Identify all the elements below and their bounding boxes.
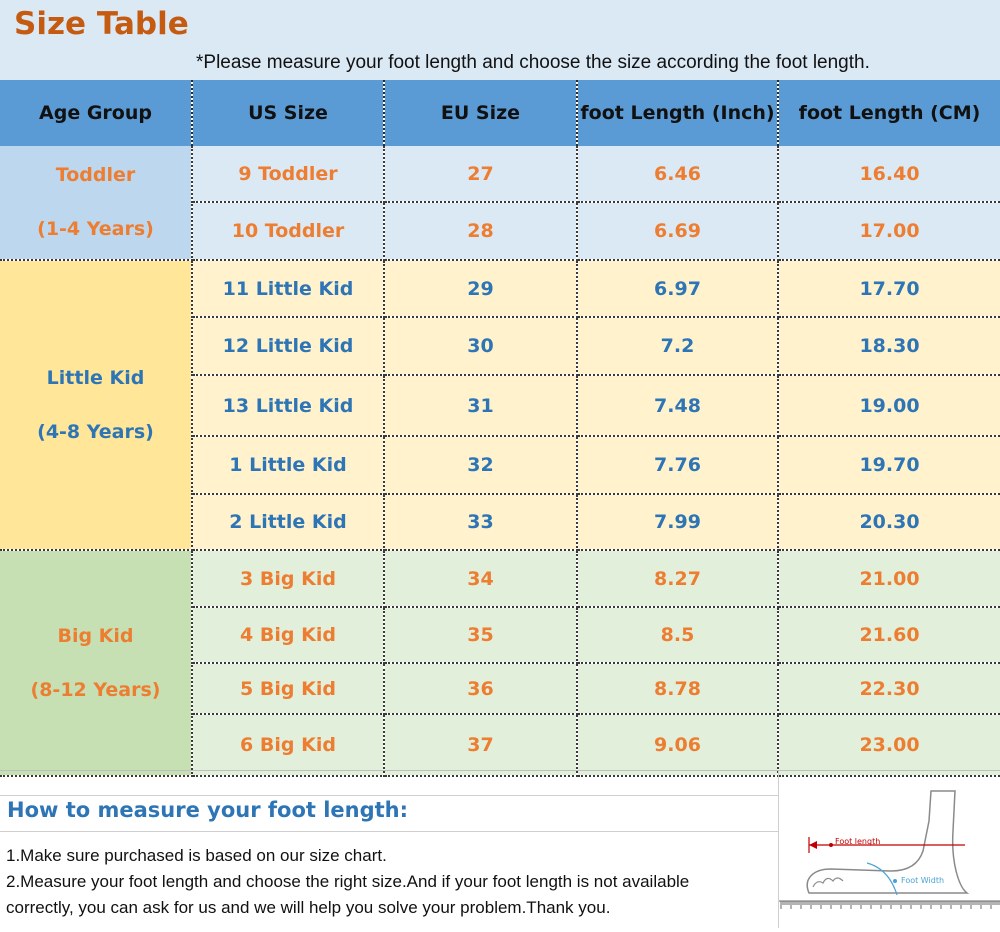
title-bar xyxy=(0,0,1000,80)
age-group-range: (1-4 Years) xyxy=(37,218,154,240)
cm-cell: 23.00 xyxy=(778,714,1000,776)
foot-diagram-icon xyxy=(779,771,1000,928)
eu-size-cell: 31 xyxy=(384,375,577,436)
step-line: 2.Measure your foot length and choose the right size.And if your foot length is not available xyxy=(6,872,690,891)
inch-cell: 8.5 xyxy=(577,607,778,663)
how-to-measure-section xyxy=(0,770,1000,928)
header-row xyxy=(0,80,1000,146)
eu-size-cell: 30 xyxy=(384,317,577,375)
us-size-cell: 1 Little Kid xyxy=(192,436,384,494)
divider xyxy=(0,831,778,832)
eu-size-cell: 27 xyxy=(384,146,577,202)
eu-size-cell: 32 xyxy=(384,436,577,494)
inch-cell: 7.99 xyxy=(577,494,778,550)
eu-size-cell: 35 xyxy=(384,607,577,663)
us-size-cell: 5 Big Kid xyxy=(192,663,384,714)
age-group-little-kid xyxy=(0,260,192,550)
eu-size-cell: 28 xyxy=(384,202,577,260)
eu-size-cell: 36 xyxy=(384,663,577,714)
us-size-cell: 13 Little Kid xyxy=(192,375,384,436)
inch-cell: 8.78 xyxy=(577,663,778,714)
inch-cell: 6.97 xyxy=(577,260,778,317)
table-row xyxy=(0,146,1000,202)
us-size-cell: 12 Little Kid xyxy=(192,317,384,375)
header-eu-size: EU Size xyxy=(384,80,577,146)
age-group-name: Big Kid xyxy=(57,624,134,647)
header-foot-length-inch: foot Length (Inch) xyxy=(577,80,778,146)
eu-size-cell: 37 xyxy=(384,714,577,776)
inch-cell: 8.27 xyxy=(577,550,778,607)
cm-cell: 17.70 xyxy=(778,260,1000,317)
us-size-cell: 9 Toddler xyxy=(192,146,384,202)
us-size-cell: 11 Little Kid xyxy=(192,260,384,317)
cm-cell: 22.30 xyxy=(778,663,1000,714)
age-group-big-kid xyxy=(0,550,192,776)
us-size-cell: 3 Big Kid xyxy=(192,550,384,607)
header-age-group: Age Group xyxy=(0,80,192,146)
eu-size-cell: 33 xyxy=(384,494,577,550)
cm-cell: 18.30 xyxy=(778,317,1000,375)
ruler-icon xyxy=(781,901,999,909)
inch-cell: 7.48 xyxy=(577,375,778,436)
foot-width-label: Foot Width xyxy=(901,876,945,885)
inch-cell: 6.69 xyxy=(577,202,778,260)
age-group-toddler xyxy=(0,146,192,260)
cm-cell: 21.00 xyxy=(778,550,1000,607)
step-line: correctly, you can ask for us and we will help you solve your problem.Thank you. xyxy=(6,898,611,917)
how-to-title: How to measure your foot length: xyxy=(7,798,409,822)
how-to-steps xyxy=(6,843,776,921)
size-table xyxy=(0,80,1000,777)
age-group-range: (8-12 Years) xyxy=(30,678,161,701)
cm-cell: 20.30 xyxy=(778,494,1000,550)
cm-cell: 19.70 xyxy=(778,436,1000,494)
cm-cell: 21.60 xyxy=(778,607,1000,663)
cm-cell: 16.40 xyxy=(778,146,1000,202)
us-size-cell: 4 Big Kid xyxy=(192,607,384,663)
us-size-cell: 2 Little Kid xyxy=(192,494,384,550)
cm-cell: 17.00 xyxy=(778,202,1000,260)
step-line: 1.Make sure purchased is based on our size chart. xyxy=(6,846,387,865)
divider xyxy=(0,795,778,796)
page-title: Size Table xyxy=(14,6,189,42)
age-group-name: Toddler xyxy=(55,164,136,187)
measure-note: *Please measure your foot length and choose the size according the foot length. xyxy=(196,52,870,73)
inch-cell: 9.06 xyxy=(577,714,778,776)
header-us-size: US Size xyxy=(192,80,384,146)
header-foot-length-cm: foot Length (CM) xyxy=(778,80,1000,146)
age-group-name: Little Kid xyxy=(46,366,145,389)
cm-cell: 19.00 xyxy=(778,375,1000,436)
table-row xyxy=(0,550,1000,607)
eu-size-cell: 34 xyxy=(384,550,577,607)
us-size-cell: 6 Big Kid xyxy=(192,714,384,776)
us-size-cell: 10 Toddler xyxy=(192,202,384,260)
inch-cell: 7.76 xyxy=(577,436,778,494)
eu-size-cell: 29 xyxy=(384,260,577,317)
table-row xyxy=(0,260,1000,317)
age-group-range: (4-8 Years) xyxy=(37,420,154,443)
inch-cell: 6.46 xyxy=(577,146,778,202)
inch-cell: 7.2 xyxy=(577,317,778,375)
foot-length-label: Foot length xyxy=(835,837,881,846)
foot-measure-illustration xyxy=(778,771,1000,928)
